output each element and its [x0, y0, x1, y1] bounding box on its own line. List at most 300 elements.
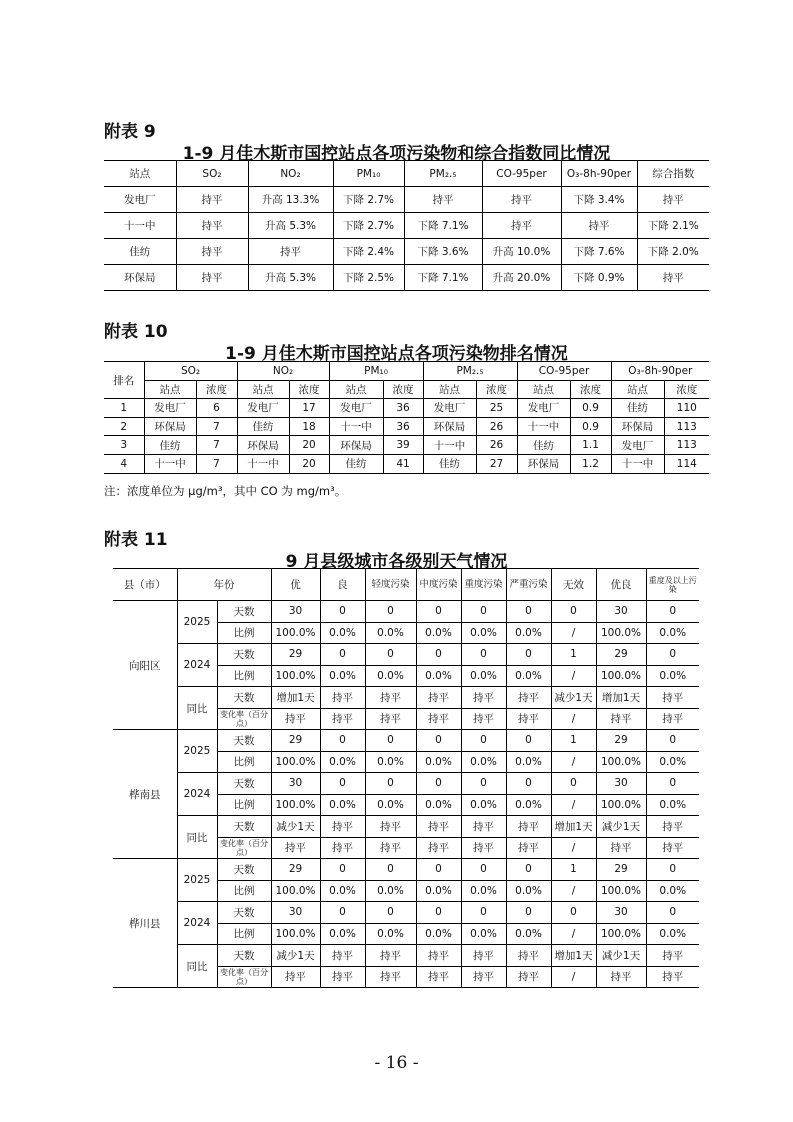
table-cell: 7	[196, 436, 237, 455]
table-cell: 升高 10.0%	[482, 239, 561, 265]
table-cell: 0.0%	[461, 622, 506, 644]
table-cell: 发电厂	[144, 399, 196, 418]
table-cell: 增加1天	[551, 945, 596, 967]
column-header: 重度及以上污染	[646, 569, 699, 601]
table-cell: /	[551, 923, 596, 945]
table-cell: 十一中	[104, 213, 176, 239]
table-cell: 持平	[461, 945, 506, 967]
table-cell: 0	[646, 601, 699, 623]
table-cell: 持平	[482, 213, 561, 239]
table-cell: 7	[196, 417, 237, 436]
table-cell: 持平	[404, 187, 482, 213]
table-row	[104, 187, 709, 213]
table-cell: 20	[289, 454, 329, 473]
row-label: 比例	[217, 880, 271, 902]
table-cell: 100.0%	[271, 880, 320, 902]
table-cell: 4	[104, 454, 144, 473]
table-cell: 持平	[637, 187, 709, 213]
table-cell: 持平	[320, 708, 365, 730]
table-cell: 佳纺	[611, 399, 664, 418]
table-cell: 39	[383, 436, 423, 455]
table-cell: 29	[596, 730, 646, 752]
table-cell: 环保局	[329, 436, 383, 455]
column-header: 优良	[596, 569, 646, 601]
sub-header-station: 站点	[611, 380, 664, 399]
table-row	[104, 239, 709, 265]
table-cell: 持平	[365, 966, 416, 988]
table-cell: 0.9	[570, 399, 611, 418]
column-header: NO₂	[248, 161, 333, 187]
table-cell: 7	[196, 454, 237, 473]
table-cell: 持平	[646, 837, 699, 859]
year-cell: 2025	[177, 730, 217, 773]
table-cell: 0	[461, 730, 506, 752]
table-cell: 0	[365, 773, 416, 795]
table-cell: 0.0%	[461, 923, 506, 945]
table-cell: 26	[476, 417, 517, 436]
row-label: 天数	[217, 601, 271, 623]
table-cell: 0.0%	[365, 665, 416, 687]
table-cell: 114	[664, 454, 709, 473]
year-cell: 同比	[177, 945, 217, 988]
table-cell: 增加1天	[271, 687, 320, 709]
row-label: 比例	[217, 665, 271, 687]
table-cell: 36	[383, 417, 423, 436]
table-cell: /	[551, 665, 596, 687]
sub-header-concentration: 浓度	[383, 380, 423, 399]
table-cell: 环保局	[104, 265, 176, 291]
table-cell: 下降 2.7%	[333, 187, 404, 213]
table11	[113, 568, 699, 988]
table-cell: 100.0%	[596, 751, 646, 773]
table-cell: 0.0%	[416, 622, 461, 644]
table-cell: 持平	[646, 966, 699, 988]
table-row	[104, 265, 709, 291]
table-cell: 持平	[646, 687, 699, 709]
table-cell: 18	[289, 417, 329, 436]
table-cell: 110	[664, 399, 709, 418]
table-cell: 0.0%	[416, 923, 461, 945]
table11-label: 附表 11	[104, 530, 168, 550]
sub-header-concentration: 浓度	[289, 380, 329, 399]
table-cell: 持平	[176, 187, 248, 213]
table-cell: 0	[320, 644, 365, 666]
table-cell: 0	[365, 644, 416, 666]
table-cell: 0.0%	[416, 880, 461, 902]
table-cell: 100.0%	[271, 923, 320, 945]
table-cell: 0	[646, 730, 699, 752]
table-cell: 29	[271, 859, 320, 881]
row-label: 变化率（百分点）	[217, 837, 271, 859]
pollutant-header: PM₁₀	[329, 362, 423, 381]
row-label: 比例	[217, 794, 271, 816]
table-cell: 100.0%	[271, 794, 320, 816]
sub-header-station: 站点	[144, 380, 196, 399]
column-header: 年份	[177, 569, 271, 601]
table-cell: 持平	[416, 687, 461, 709]
table-cell: 下降 3.6%	[404, 239, 482, 265]
table-cell: 持平	[320, 966, 365, 988]
table-cell: 100.0%	[596, 880, 646, 902]
table-cell: 0.0%	[365, 794, 416, 816]
table-cell: 0	[461, 859, 506, 881]
table-cell: 持平	[176, 265, 248, 291]
table-cell: /	[551, 837, 596, 859]
table-cell: 持平	[461, 816, 506, 838]
year-cell: 同比	[177, 816, 217, 859]
table-cell: 30	[596, 601, 646, 623]
table-cell: 佳纺	[329, 454, 383, 473]
table-cell: 0	[506, 601, 551, 623]
sub-header-station: 站点	[329, 380, 383, 399]
table-cell: 1.2	[570, 454, 611, 473]
table-cell: 0	[365, 601, 416, 623]
table-cell: /	[551, 708, 596, 730]
table-cell: 持平	[646, 816, 699, 838]
table-row	[113, 687, 699, 709]
table-cell: 佳纺	[517, 436, 570, 455]
county-cell: 向阳区	[113, 601, 177, 730]
table-cell: 减少1天	[271, 816, 320, 838]
table-cell: 2	[104, 417, 144, 436]
table-cell: 100.0%	[596, 665, 646, 687]
table-cell: 持平	[506, 966, 551, 988]
table11-title: 9 月县级城市各级别天气情况	[285, 552, 508, 572]
table-cell: 29	[271, 730, 320, 752]
table-cell: 持平	[320, 837, 365, 859]
table-cell: 发电厂	[329, 399, 383, 418]
table-cell: 十一中	[423, 436, 476, 455]
table-cell: 100.0%	[596, 923, 646, 945]
table-cell: 0.0%	[646, 665, 699, 687]
table-cell: 29	[596, 859, 646, 881]
table-cell: 0	[320, 902, 365, 924]
sub-header-concentration: 浓度	[664, 380, 709, 399]
column-header: O₃-8h-90per	[561, 161, 637, 187]
table-row	[113, 773, 699, 795]
table-cell: 0.0%	[365, 923, 416, 945]
table-cell: 0.0%	[506, 751, 551, 773]
table-cell: 环保局	[144, 417, 196, 436]
column-header: 中度污染	[416, 569, 461, 601]
row-label: 天数	[217, 687, 271, 709]
table-row	[104, 399, 709, 418]
table-cell: 持平	[461, 837, 506, 859]
table-cell: 持平	[561, 213, 637, 239]
table-cell: 发电厂	[423, 399, 476, 418]
year-cell: 2025	[177, 859, 217, 902]
table-cell: 27	[476, 454, 517, 473]
table-cell: 持平	[482, 187, 561, 213]
table-cell: 100.0%	[271, 665, 320, 687]
table-cell: 持平	[461, 708, 506, 730]
county-cell: 桦南县	[113, 730, 177, 859]
page-number: - 16 -	[374, 1053, 419, 1073]
table-cell: 0	[646, 644, 699, 666]
column-header: 严重污染	[506, 569, 551, 601]
table-cell: 持平	[365, 687, 416, 709]
table-cell: 0	[506, 730, 551, 752]
table-cell: 十一中	[237, 454, 289, 473]
table-cell: 1	[551, 859, 596, 881]
table-cell: 0	[416, 644, 461, 666]
table-row	[113, 730, 699, 752]
table10-title: 1-9 月佳木斯市国控站点各项污染物排名情况	[225, 344, 568, 364]
column-header: 优	[271, 569, 320, 601]
table-cell: 0	[461, 773, 506, 795]
table-cell: 持平	[271, 708, 320, 730]
pollutant-header: SO₂	[144, 362, 237, 381]
table-cell: 36	[383, 399, 423, 418]
table-cell: 下降 2.4%	[333, 239, 404, 265]
table-cell: 持平	[596, 966, 646, 988]
table-cell: 0.0%	[461, 794, 506, 816]
table-row	[113, 945, 699, 967]
table-cell: 0.0%	[646, 622, 699, 644]
table-cell: 下降 7.1%	[404, 265, 482, 291]
row-label: 天数	[217, 859, 271, 881]
year-cell: 2025	[177, 601, 217, 644]
table-cell: 3	[104, 436, 144, 455]
table-cell: 十一中	[611, 454, 664, 473]
table-cell: 0.0%	[646, 751, 699, 773]
table-cell: 0.0%	[506, 665, 551, 687]
table-row	[104, 417, 709, 436]
table-cell: 0.0%	[320, 751, 365, 773]
table-cell: 十一中	[517, 417, 570, 436]
table-cell: 持平	[416, 708, 461, 730]
table-cell: 0	[646, 859, 699, 881]
table-cell: 30	[596, 773, 646, 795]
table-cell: 1	[104, 399, 144, 418]
table-cell: 0.0%	[416, 794, 461, 816]
table-cell: 100.0%	[596, 794, 646, 816]
table-cell: 发电厂	[611, 436, 664, 455]
table10-note: 注：浓度单位为 μg/m³，其中 CO 为 mg/m³。	[104, 484, 347, 498]
pollutant-header: CO-95per	[517, 362, 611, 381]
table-cell: 减少1天	[551, 687, 596, 709]
table-cell: 持平	[506, 837, 551, 859]
table-cell: 减少1天	[271, 945, 320, 967]
table9-label: 附表 9	[104, 122, 156, 142]
row-label: 天数	[217, 773, 271, 795]
table-cell: 佳纺	[104, 239, 176, 265]
pollutant-header: NO₂	[237, 362, 329, 381]
table-cell: 持平	[416, 816, 461, 838]
table-cell: 0.0%	[646, 923, 699, 945]
table-cell: 0	[320, 730, 365, 752]
table-cell: 41	[383, 454, 423, 473]
table-cell: 100.0%	[271, 751, 320, 773]
table-cell: 0	[551, 773, 596, 795]
table-cell: 0.0%	[320, 880, 365, 902]
table-cell: 0.0%	[646, 880, 699, 902]
table-cell: 升高 5.3%	[248, 265, 333, 291]
table-cell: 0	[506, 773, 551, 795]
table-cell: 0	[416, 859, 461, 881]
table-cell: 30	[271, 601, 320, 623]
table-cell: 17	[289, 399, 329, 418]
table-cell: 持平	[320, 816, 365, 838]
table-cell: 0	[461, 601, 506, 623]
table-cell: 0.9	[570, 417, 611, 436]
table-cell: 0	[461, 644, 506, 666]
table-cell: 6	[196, 399, 237, 418]
table-cell: 发电厂	[517, 399, 570, 418]
table-cell: 持平	[320, 687, 365, 709]
table-cell: 升高 13.3%	[248, 187, 333, 213]
column-header: CO-95per	[482, 161, 561, 187]
table-cell: 持平	[506, 816, 551, 838]
table-cell: 增加1天	[596, 687, 646, 709]
table-cell: 0.0%	[506, 622, 551, 644]
table-cell: 持平	[637, 265, 709, 291]
table-cell: 0	[320, 859, 365, 881]
table-cell: 持平	[461, 966, 506, 988]
table-row	[104, 436, 709, 455]
table-cell: 0	[506, 902, 551, 924]
table-cell: 环保局	[611, 417, 664, 436]
table-cell: 持平	[271, 966, 320, 988]
table-cell: 下降 7.1%	[404, 213, 482, 239]
table-cell: 0	[416, 601, 461, 623]
row-label: 比例	[217, 622, 271, 644]
table-cell: 持平	[365, 837, 416, 859]
pollutant-header: PM₂.₅	[423, 362, 517, 381]
table-cell: 0.0%	[320, 665, 365, 687]
table-cell: 十一中	[329, 417, 383, 436]
table-cell: 0	[506, 644, 551, 666]
table-cell: 0.0%	[646, 794, 699, 816]
table-cell: 0	[416, 902, 461, 924]
rank-header: 排名	[104, 362, 144, 399]
table-cell: 26	[476, 436, 517, 455]
table-cell: 0.0%	[506, 923, 551, 945]
table-cell: 30	[596, 902, 646, 924]
sub-header-station: 站点	[423, 380, 476, 399]
table9-title: 1-9 月佳木斯市国控站点各项污染物和综合指数同比情况	[182, 144, 611, 164]
table-cell: 0.0%	[320, 794, 365, 816]
table-cell: 0.0%	[461, 665, 506, 687]
table-cell: 持平	[365, 816, 416, 838]
year-cell: 2024	[177, 902, 217, 945]
row-label: 天数	[217, 644, 271, 666]
table-cell: 25	[476, 399, 517, 418]
table-cell: 持平	[176, 239, 248, 265]
table-cell: 0	[551, 601, 596, 623]
table-cell: /	[551, 622, 596, 644]
table-cell: 0.0%	[320, 923, 365, 945]
table-cell: 持平	[506, 708, 551, 730]
table-cell: 佳纺	[144, 436, 196, 455]
table-cell: 持平	[506, 687, 551, 709]
row-label: 天数	[217, 902, 271, 924]
table-cell: 1.1	[570, 436, 611, 455]
table-cell: 下降 0.9%	[561, 265, 637, 291]
table-cell: 下降 2.5%	[333, 265, 404, 291]
table-cell: 下降 2.7%	[333, 213, 404, 239]
table-cell: /	[551, 966, 596, 988]
table-cell: 下降 7.6%	[561, 239, 637, 265]
table-row	[104, 213, 709, 239]
column-header: 轻度污染	[365, 569, 416, 601]
table-cell: /	[551, 751, 596, 773]
table-cell: 0.0%	[365, 622, 416, 644]
table-cell: 十一中	[144, 454, 196, 473]
table-cell: 0	[320, 601, 365, 623]
table-cell: 持平	[271, 837, 320, 859]
table-cell: 持平	[416, 945, 461, 967]
table-cell: 佳纺	[237, 417, 289, 436]
column-header: PM₂.₅	[404, 161, 482, 187]
table-cell: 0	[461, 902, 506, 924]
table-row	[104, 454, 709, 473]
table-cell: 0	[646, 902, 699, 924]
year-cell: 2024	[177, 644, 217, 687]
table-row	[113, 859, 699, 881]
sub-header-station: 站点	[517, 380, 570, 399]
row-label: 天数	[217, 816, 271, 838]
sub-header-concentration: 浓度	[476, 380, 517, 399]
table-cell: 0	[506, 859, 551, 881]
column-header: 重度污染	[461, 569, 506, 601]
table-cell: 0.0%	[416, 665, 461, 687]
column-header: SO₂	[176, 161, 248, 187]
table-cell: 持平	[176, 213, 248, 239]
table-cell: 持平	[646, 945, 699, 967]
table-cell: 0	[365, 902, 416, 924]
table-cell: 30	[271, 902, 320, 924]
table-row	[113, 644, 699, 666]
row-label: 比例	[217, 751, 271, 773]
sub-header-concentration: 浓度	[570, 380, 611, 399]
table-cell: 环保局	[517, 454, 570, 473]
year-cell: 2024	[177, 773, 217, 816]
row-label: 变化率（百分点）	[217, 966, 271, 988]
table10-label: 附表 10	[104, 322, 168, 342]
county-cell: 桦川县	[113, 859, 177, 988]
column-header: 良	[320, 569, 365, 601]
table-cell: 持平	[365, 708, 416, 730]
table-cell: 减少1天	[596, 816, 646, 838]
table-cell: 0.0%	[506, 880, 551, 902]
table-cell: 发电厂	[104, 187, 176, 213]
year-cell: 同比	[177, 687, 217, 730]
table-cell: 升高 20.0%	[482, 265, 561, 291]
table-cell: 持平	[248, 239, 333, 265]
table-cell: 增加1天	[551, 816, 596, 838]
table-cell: 0	[646, 773, 699, 795]
table-cell: 下降 2.1%	[637, 213, 709, 239]
table-cell: 下降 3.4%	[561, 187, 637, 213]
table-cell: 发电厂	[237, 399, 289, 418]
table-cell: /	[551, 794, 596, 816]
table-cell: 持平	[365, 945, 416, 967]
pollutant-header: O₃-8h-90per	[611, 362, 709, 381]
table-cell: 1	[551, 644, 596, 666]
column-header: 县（市）	[113, 569, 177, 601]
table-cell: 113	[664, 436, 709, 455]
table-cell: 0.0%	[506, 794, 551, 816]
table-cell: 持平	[461, 687, 506, 709]
table-cell: 29	[596, 644, 646, 666]
table-cell: 0.0%	[365, 880, 416, 902]
table-cell: 29	[271, 644, 320, 666]
table-cell: 环保局	[237, 436, 289, 455]
table-cell: 下降 2.0%	[637, 239, 709, 265]
table-cell: 0	[551, 902, 596, 924]
table-cell: 持平	[320, 945, 365, 967]
